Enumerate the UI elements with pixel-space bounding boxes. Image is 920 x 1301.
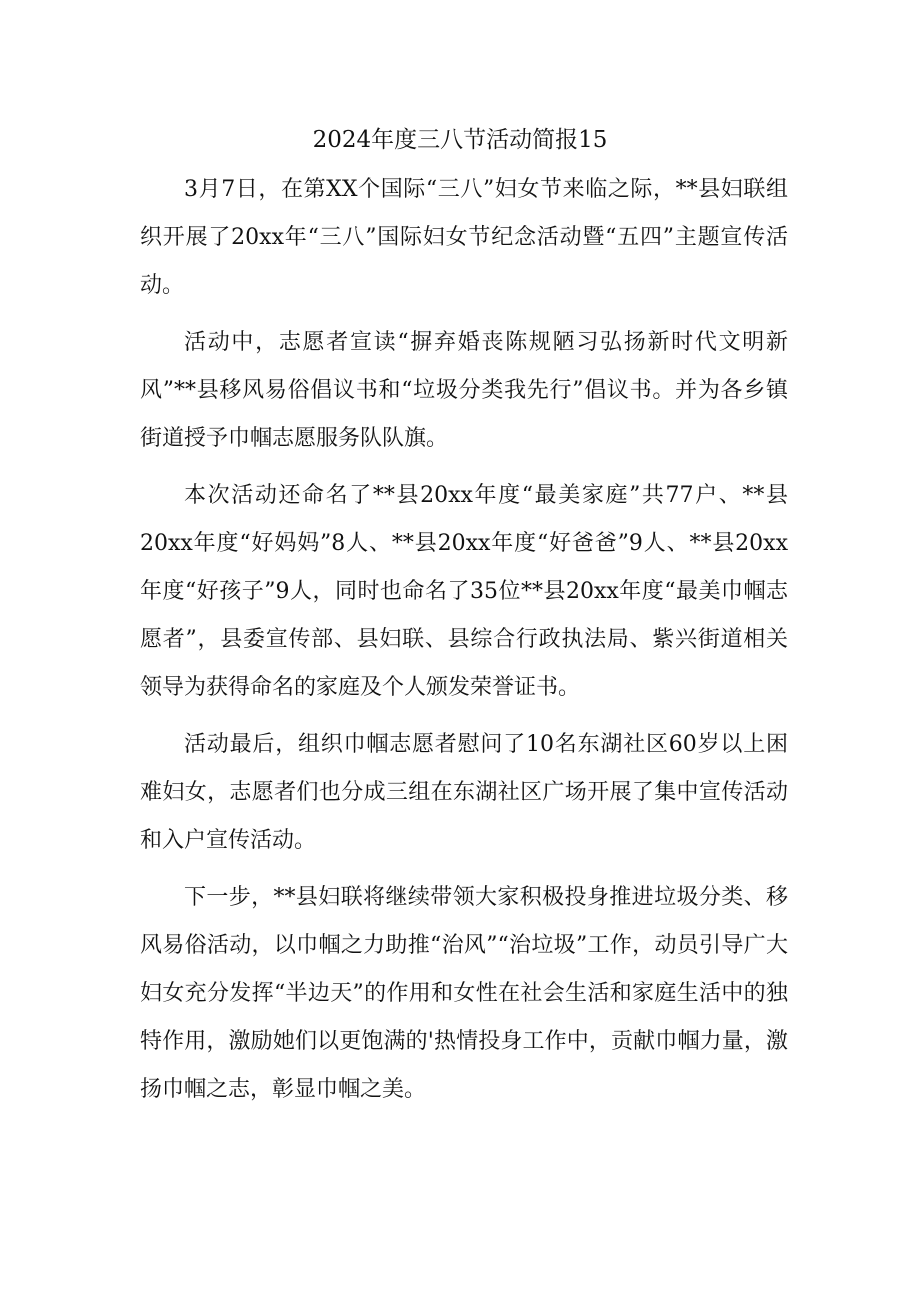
paragraph-4: 活动最后，组织巾帼志愿者慰问了10名东湖社区60岁以上困难妇女，志愿者们也分成三组在东湖社区广场开展了集中宣传活动和入户宣传活动。 bbox=[140, 732, 788, 853]
document-title: 2024年度三八节活动简报15 bbox=[312, 127, 608, 153]
paragraph-1: 3月7日，在第XX个国际“三八”妇女节来临之际，**县妇联组织开展了20xx年“三八”国际妇女节纪念活动暨“五四”主题宣传活动。 bbox=[140, 177, 788, 298]
paragraph-2: 活动中，志愿者宣读“摒弃婚丧陈规陋习弘扬新时代文明新风”**县移风易俗倡议书和“垃圾分类我先行”倡议书。并为各乡镇街道授予巾帼志愿服务队队旗。 bbox=[140, 330, 788, 451]
document-body bbox=[140, 166, 788, 1123]
paragraph-3: 本次活动还命名了**县20xx年度“最美家庭”共77户、**县20xx年度“好妈妈”8人、**县20xx年度“好爸爸”9人、**县20xx年度“好孩子”9人，同时也命名了35位**县20xx年度“最美巾帼志愿者”，县委宣传部、县妇联、县综合行政执法局、紫兴街道相关领导为获得命名的家庭及个人颁发荣誉证书。 bbox=[140, 483, 788, 700]
paragraph-5: 下一步，**县妇联将继续带领大家积极投身推进垃圾分类、移风易俗活动，以巾帼之力助推“治风”“治垃圾”工作，动员引导广大妇女充分发挥“半边天”的作用和女性在社会生活和家庭生活中的独特作用，激励她们以更饱满的'热情投身工作中，贡献巾帼力量，激扬巾帼之志，彰显巾帼之美。 bbox=[140, 885, 788, 1102]
